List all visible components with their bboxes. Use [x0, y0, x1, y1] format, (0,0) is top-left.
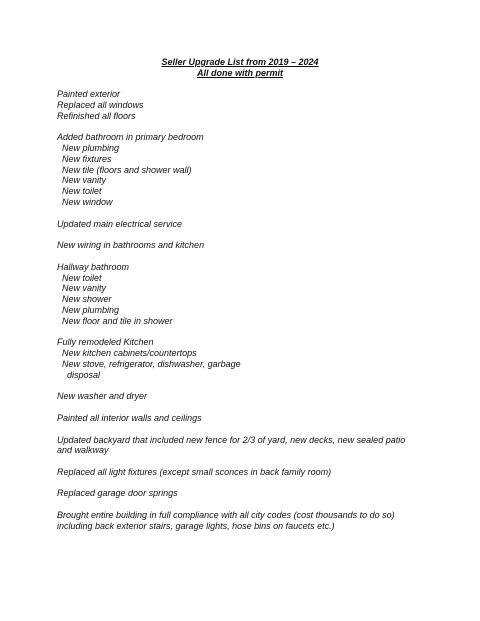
- list-item: New plumbing: [62, 304, 120, 315]
- list-item-continuation: and walkway: [57, 445, 109, 456]
- section-backyard: [57, 435, 437, 457]
- section-kitchen: [57, 337, 437, 380]
- list-item: New wiring in bathrooms and kitchen: [57, 240, 205, 251]
- list-item: Replaced garage door springs: [57, 488, 178, 499]
- list-item: New tile (floors and shower wall): [62, 164, 192, 175]
- title-line-2: All done with permit: [196, 68, 283, 78]
- list-item: Replaced all windows: [57, 99, 144, 110]
- section-electrical-service: [57, 219, 437, 230]
- list-item: Brought entire building in full compliance with all city codes (cost thousands to do so): [57, 510, 395, 521]
- list-item: New fixtures: [62, 153, 112, 164]
- title-line-1: Seller Upgrade List from 2019 – 2024: [161, 57, 319, 67]
- list-item: New kitchen cabinets/countertops: [62, 348, 197, 359]
- document-title: [0, 57, 480, 79]
- section-washer-dryer: [57, 391, 437, 402]
- section-heading: Added bathroom in primary bedroom: [57, 132, 204, 143]
- list-item: New vanity: [62, 175, 107, 186]
- list-item-continuation: including back exterior stairs, garage lights, hose bins on faucets etc.): [57, 520, 335, 531]
- list-item: New washer and dryer: [57, 391, 148, 402]
- list-item: Updated main electrical service: [57, 218, 183, 229]
- section-city-codes: [57, 510, 437, 532]
- section-light-fixtures: [57, 467, 437, 478]
- section-heading: Fully remodeled Kitchen: [57, 337, 154, 348]
- list-item: New plumbing: [62, 142, 120, 153]
- section-garage-springs: [57, 488, 437, 499]
- list-item: New window: [62, 196, 113, 207]
- section-heading: Hallway bathroom: [57, 261, 130, 272]
- list-item-continuation: disposal: [67, 369, 101, 380]
- list-item: Refinished all floors: [57, 110, 136, 121]
- section-hallway-bathroom: [57, 262, 437, 327]
- list-item: Replaced all light fixtures (except small sconces in back family room): [57, 466, 332, 477]
- list-item: New toilet: [62, 272, 102, 283]
- section-wiring: [57, 240, 437, 251]
- section-interior-paint: [57, 413, 437, 424]
- section-primary-bathroom: [57, 132, 437, 208]
- list-item: Updated backyard that included new fence for 2/3 of yard, new decks, new sealed patio: [57, 434, 406, 445]
- list-item: New stove, refrigerator, dishwasher, garbage: [62, 358, 241, 369]
- list-item: New vanity: [62, 283, 107, 294]
- list-item: New toilet: [62, 186, 102, 197]
- list-item: New floor and tile in shower: [62, 315, 173, 326]
- list-item: Painted all interior walls and ceilings: [57, 412, 202, 423]
- list-item: Painted exterior: [57, 89, 121, 99]
- list-item: New shower: [62, 294, 112, 305]
- upgrade-list: [57, 89, 437, 542]
- section-exterior-windows-floors: [57, 89, 437, 121]
